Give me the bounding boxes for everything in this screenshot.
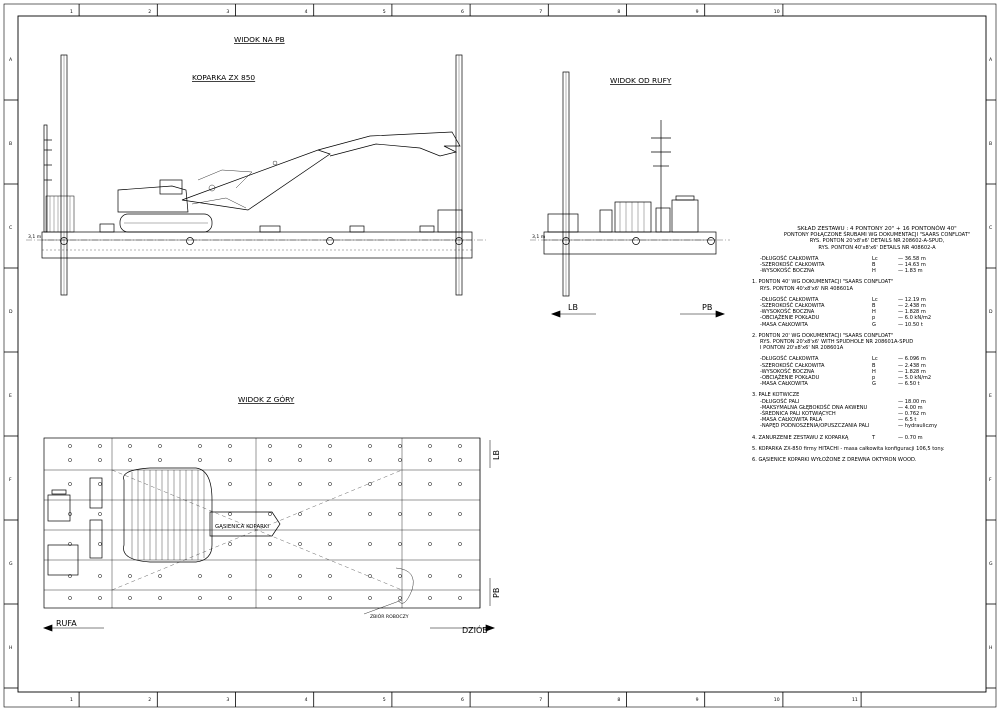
frame-right-letter: C: [989, 226, 993, 231]
bolt-hole: [428, 542, 431, 545]
top-view-bolt-holes: [68, 444, 461, 599]
bolt-hole: [198, 596, 201, 599]
top-view: [44, 438, 494, 631]
bolt-hole: [128, 596, 131, 599]
frame-left-letter: B: [9, 142, 13, 147]
frame-bottom-number: 11: [852, 698, 858, 703]
bolt-hole: [68, 482, 71, 485]
spec-row: [752, 423, 992, 429]
bolt-hole: [268, 444, 271, 447]
bolt-hole: [398, 482, 401, 485]
bolt-hole: [458, 574, 461, 577]
section-4-text: 4. ZANURZENIE ZESTAWU Z KOPARKĄ: [752, 434, 849, 441]
side-view: [26, 55, 486, 295]
frame-top-number: 10: [773, 10, 780, 15]
frame-bottom-number: 6: [461, 698, 464, 703]
spec-symbol: B: [872, 262, 876, 269]
bolt-hole: [298, 482, 301, 485]
spec-value: — 6.096 m: [898, 356, 926, 363]
bolt-hole: [328, 512, 331, 515]
spec-symbol: p: [872, 375, 876, 382]
section-6: 6. GĄSIENICE KOPARKI WYŁOŻONE Z DREWNA OKTYRON WOOD.: [752, 457, 917, 464]
frame-right-letter: H: [989, 646, 993, 651]
frame-right-letter: F: [989, 478, 992, 483]
section-2-sub2: I PONTON 20'x8'x6' NR 208601A: [760, 345, 844, 352]
spec-label: -SZEROKOŚĆ CAŁKOWITA: [760, 303, 825, 310]
bolt-hole: [68, 458, 71, 461]
general-dimensions: [752, 256, 992, 275]
section-3-title: 3. PALE KOTWICZE: [752, 392, 800, 399]
spec-value: — 0.762 m: [898, 411, 926, 418]
bolt-hole: [428, 444, 431, 447]
spec-value: — 1.83 m: [898, 268, 923, 275]
bolt-hole: [198, 444, 201, 447]
bolt-hole: [198, 458, 201, 461]
specification-notes: [752, 226, 992, 463]
bolt-hole: [128, 574, 131, 577]
bolt-hole: [428, 458, 431, 461]
spec-symbol: H: [872, 309, 876, 316]
bolt-hole: [98, 482, 101, 485]
frame-left-letter: H: [9, 646, 13, 651]
bolt-hole: [228, 444, 231, 447]
spec-label: -WYSOKOŚĆ BOCZNA: [760, 309, 815, 316]
spec-label: -WYSOKOŚĆ BOCZNA: [760, 268, 815, 275]
spec-label: -ŚREDNICA PALI KOTWIĄCYCH: [760, 411, 836, 418]
bolt-hole: [198, 574, 201, 577]
pb-stern-label: PB: [702, 303, 713, 312]
bolt-hole: [368, 574, 371, 577]
spec-symbol: G: [872, 321, 876, 328]
spec-symbol: B: [872, 303, 876, 310]
bolt-hole: [458, 444, 461, 447]
bolt-hole: [298, 542, 301, 545]
section-4: [752, 435, 992, 441]
bolt-hole: [158, 444, 161, 447]
bolt-hole: [458, 512, 461, 515]
bolt-hole: [268, 542, 271, 545]
anchor-note: ZBIÓR ROBOCZY: [370, 615, 409, 620]
spec-row: [752, 268, 992, 274]
bolt-hole: [398, 574, 401, 577]
bolt-hole: [158, 596, 161, 599]
frame-bottom-number: 4: [304, 698, 308, 703]
bolt-hole: [228, 512, 231, 515]
tracks-label: GĄSIENICA KOPARKI: [215, 524, 270, 530]
section-5: 5. KOPARKA ZX-850 firmy HITACHI - masa całkowita konfiguracji 106,5 tony.: [752, 445, 945, 452]
stern-view-title: WIDOK OD RUFY: [610, 76, 672, 85]
bolt-hole: [458, 482, 461, 485]
bolt-hole: [98, 512, 101, 515]
bolt-hole: [328, 574, 331, 577]
bolt-hole: [268, 596, 271, 599]
notes-title: SKŁAD ZESTAWU : 4 PONTONY 20" + 16 PONTONÓW 40": [797, 226, 957, 232]
bolt-hole: [268, 458, 271, 461]
bolt-hole: [368, 512, 371, 515]
spec-value: — hydrauliczny: [898, 423, 938, 430]
spec-value: — 6.0 kN/m2: [898, 315, 932, 322]
lb-top-label: LB: [492, 450, 501, 460]
bolt-hole: [158, 458, 161, 461]
frame-bottom-number: 5: [382, 698, 386, 703]
section-1-title: 1. PONTON 40' WG DOKUMENTACJI "SAARS CONFLOAT": [752, 279, 894, 286]
bolt-hole: [158, 574, 161, 577]
bolt-hole: [298, 444, 301, 447]
spec-symbol: H: [872, 268, 876, 275]
bolt-hole: [428, 482, 431, 485]
frame-top-number: 1: [70, 10, 73, 15]
bolt-hole: [228, 482, 231, 485]
top-view-title: WIDOK Z GÓRY: [238, 395, 295, 404]
section-4-value: — 0.70 m: [898, 434, 923, 441]
frame-left-letter: C: [9, 226, 13, 231]
bolt-hole: [298, 512, 301, 515]
notes-sub2: RYS. PONTON 20'x8'x6' DETAILS NR 208602-A-SPUD,: [809, 238, 945, 245]
spec-label: -OBCIĄŻENIE POKŁADU: [760, 315, 820, 322]
notes-sub3: RYS. PONTON 40'x8'x6' DETAILS NR 408602-A: [818, 244, 936, 251]
spec-value: — 5.0 kN/m2: [898, 375, 932, 382]
bolt-hole: [398, 512, 401, 515]
spec-symbol: B: [872, 362, 876, 369]
bolt-hole: [368, 542, 371, 545]
bolt-hole: [298, 596, 301, 599]
section-2-title: 2. PONTON 20' WG DOKUMENTACJI "SAARS CONFLOAT": [752, 332, 894, 339]
frame-top-number: 2: [148, 10, 152, 15]
spec-label: -OBCIĄŻENIE POKŁADU: [760, 375, 820, 382]
excavator-label: KOPARKA ZX 850: [192, 73, 256, 82]
spec-label: -DŁUGOŚĆ PALI: [760, 398, 800, 405]
spec-symbol: Lc: [872, 296, 878, 303]
spec-symbol: p: [872, 315, 876, 322]
bow-direction-label: DZIÓB: [462, 626, 488, 635]
draft-tag-left: 3,1 m: [28, 235, 42, 240]
frame-right-letter: E: [989, 394, 992, 399]
bolt-hole: [268, 574, 271, 577]
bolt-hole: [298, 458, 301, 461]
stern-direction-label: RUFA: [56, 619, 77, 628]
bolt-hole: [328, 458, 331, 461]
side-view-title: WIDOK NA PB: [234, 35, 285, 44]
draft-tag-right: 3,1 m: [532, 235, 546, 240]
spec-value: — 36.58 m: [898, 255, 926, 262]
bolt-hole: [458, 458, 461, 461]
bolt-hole: [228, 596, 231, 599]
frame-left-letter: A: [9, 58, 13, 63]
bolt-hole: [128, 458, 131, 461]
frame-bottom-number: 9: [695, 698, 699, 703]
bolt-hole: [98, 542, 101, 545]
section-1-rows: [752, 297, 992, 328]
frame-bottom-number: 2: [148, 698, 152, 703]
bolt-hole: [458, 596, 461, 599]
frame-right-letter: G: [989, 562, 993, 567]
spec-symbol: Lc: [872, 255, 878, 262]
bolt-hole: [398, 542, 401, 545]
bolt-hole: [98, 458, 101, 461]
frame-left-letter: G: [9, 562, 13, 567]
bolt-hole: [428, 596, 431, 599]
frame-left-letter: D: [9, 310, 13, 315]
spec-value: — 10.50 t: [898, 321, 923, 328]
spec-value: — 2.438 m: [898, 362, 926, 369]
spec-value: — 14.63 m: [898, 262, 926, 269]
bolt-hole: [268, 482, 271, 485]
frame-top-number: 6: [461, 10, 464, 15]
spec-label: -WYSOKOŚĆ BOCZNA: [760, 368, 815, 375]
frame-bottom-number: 7: [539, 698, 543, 703]
bolt-hole: [398, 596, 401, 599]
frame-left-letter: E: [9, 394, 12, 399]
bolt-hole: [368, 444, 371, 447]
bolt-hole: [328, 444, 331, 447]
bolt-hole: [368, 596, 371, 599]
bolt-hole: [268, 512, 271, 515]
pb-top-label: PB: [492, 587, 501, 598]
spec-label: -MAKSYMALNA GŁĘBOKOŚĆ DNA AKWENU: [760, 404, 868, 411]
spec-value: — 4.00 m: [898, 404, 923, 411]
spec-label: -DŁUGOŚĆ CAŁKOWITA: [760, 296, 819, 303]
bolt-hole: [428, 512, 431, 515]
section-2-sub1: RYS. PONTON 20'x8'x6' WITH SPUDHOLE NR 208601A-SPUD: [760, 339, 914, 346]
spec-label: -MASA CAŁKOWITA: [760, 381, 808, 388]
bolt-hole: [98, 574, 101, 577]
frame-bottom-number: 1: [70, 698, 73, 703]
spec-label: -DŁUGOŚĆ CAŁKOWITA: [760, 255, 819, 262]
section-1-sub: RYS. PONTON 40'x8'x6' NR 408601A: [760, 285, 853, 292]
bolt-hole: [228, 542, 231, 545]
bolt-hole: [128, 444, 131, 447]
bolt-hole: [228, 574, 231, 577]
bolt-hole: [398, 458, 401, 461]
frame-bottom-number: 10: [773, 698, 780, 703]
spec-row: [752, 322, 992, 328]
bolt-hole: [68, 444, 71, 447]
stern-view: [530, 72, 730, 317]
bolt-hole: [328, 596, 331, 599]
section-4-symbol: T: [872, 434, 876, 441]
bolt-hole: [328, 482, 331, 485]
section-2-rows: [752, 356, 992, 387]
spec-value: — 1.828 m: [898, 309, 926, 316]
spec-row: [752, 381, 992, 387]
bolt-hole: [398, 444, 401, 447]
notes-sub1: PONTONY POŁĄCZONE ŚRUBAMI WG DOKUMENTACJI "SAARS CONFLOAT": [783, 232, 971, 239]
spec-value: — 12.19 m: [898, 296, 926, 303]
spec-label: -DŁUGOŚĆ CAŁKOWITA: [760, 356, 819, 363]
spec-symbol: G: [872, 381, 876, 388]
bolt-hole: [368, 458, 371, 461]
bolt-hole: [328, 542, 331, 545]
spec-label: -SZEROKOŚĆ CAŁKOWITA: [760, 362, 825, 369]
frame-top-number: 8: [617, 10, 621, 15]
spec-symbol: H: [872, 368, 876, 375]
bolt-hole: [98, 444, 101, 447]
frame-bottom-number: 3: [226, 698, 230, 703]
frame-right-letter: B: [989, 142, 993, 147]
frame-right-letter: A: [989, 58, 993, 63]
bolt-hole: [368, 482, 371, 485]
spec-label: -NAPĘD PODNOSZENIA/OPUSZCZANIA PALI: [760, 423, 870, 430]
spec-symbol: [872, 423, 898, 429]
frame-top-number: 5: [382, 10, 386, 15]
spec-value: — 6.5 t: [898, 417, 917, 424]
spec-value: — 6.50 t: [898, 381, 920, 388]
frame-top-number: 9: [695, 10, 699, 15]
spec-label: -MASA CAŁKOWITA PALA: [760, 417, 823, 424]
spec-value: — 2.438 m: [898, 303, 926, 310]
bolt-hole: [68, 596, 71, 599]
bolt-hole: [98, 596, 101, 599]
spec-label: -MASA CAŁKOWITA: [760, 321, 808, 328]
frame-right-letter: D: [989, 310, 993, 315]
frame-top-number: 4: [304, 10, 308, 15]
bolt-hole: [458, 542, 461, 545]
bolt-hole: [228, 458, 231, 461]
spec-value: — 18.00 m: [898, 398, 926, 405]
lb-stern-label: LB: [568, 303, 578, 312]
bolt-hole: [428, 574, 431, 577]
spec-value: — 1.828 m: [898, 368, 926, 375]
spec-symbol: Lc: [872, 356, 878, 363]
frame-left-letter: F: [9, 478, 12, 483]
frame-top-number: 7: [539, 10, 543, 15]
spec-label: -SZEROKOŚĆ CAŁKOWITA: [760, 262, 825, 269]
section-3-rows: [752, 399, 992, 430]
bolt-hole: [298, 574, 301, 577]
frame-bottom-number: 8: [617, 698, 621, 703]
frame-top-number: 3: [226, 10, 230, 15]
